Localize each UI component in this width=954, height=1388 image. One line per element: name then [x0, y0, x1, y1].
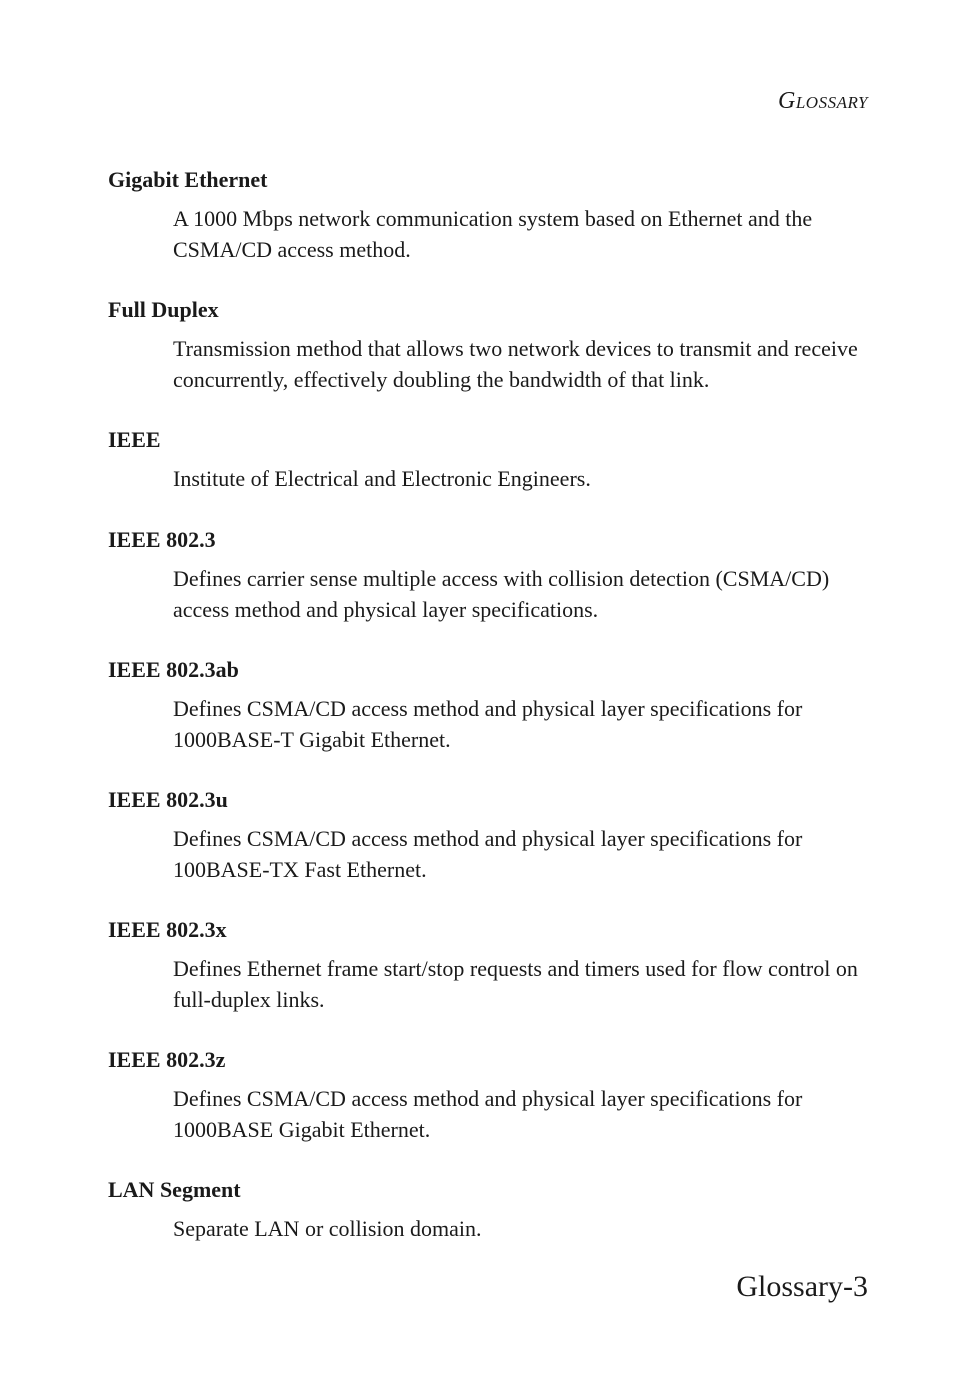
glossary-term: IEEE 802.3u [108, 787, 228, 812]
glossary-entry [108, 915, 868, 1045]
glossary-entries [108, 165, 868, 1275]
glossary-entry [108, 785, 868, 915]
glossary-definition: Defines CSMA/CD access method and physical layer specifications for 1000BASE Gigabit Ethernet. [173, 1086, 803, 1142]
glossary-term: Gigabit Ethernet [108, 167, 268, 192]
glossary-entry [108, 525, 868, 655]
glossary-definition: Transmission method that allows two network devices to transmit and receive concurrently, effectively doubling the bandwidth of that link. [173, 336, 858, 392]
glossary-definition: Institute of Electrical and Electronic Engineers. [173, 466, 591, 491]
glossary-term: IEEE 802.3z [108, 1047, 226, 1072]
glossary-term: LAN Segment [108, 1177, 241, 1202]
glossary-term: IEEE 802.3ab [108, 657, 239, 682]
glossary-definition: Separate LAN or collision domain. [173, 1216, 482, 1241]
glossary-term: IEEE 802.3 [108, 527, 216, 552]
glossary-term: Full Duplex [108, 297, 219, 322]
running-header: Glossary [778, 88, 868, 114]
glossary-definition: Defines Ethernet frame start/stop requests and timers used for flow control on full-duplex links. [173, 956, 858, 1012]
glossary-definition: A 1000 Mbps network communication system based on Ethernet and the CSMA/CD access method. [173, 206, 813, 262]
glossary-definition: Defines CSMA/CD access method and physical layer specifications for 1000BASE-T Gigabit Ethernet. [173, 696, 803, 752]
glossary-entry [108, 425, 868, 525]
glossary-definition: Defines CSMA/CD access method and physical layer specifications for 100BASE-TX Fast Ethernet. [173, 826, 803, 882]
glossary-definition: Defines carrier sense multiple access with collision detection (CSMA/CD) access method and physical layer specifications. [173, 566, 830, 622]
glossary-entry [108, 1045, 868, 1175]
glossary-entry [108, 655, 868, 785]
page-number: Glossary-3 [736, 1270, 868, 1303]
glossary-term: IEEE [108, 427, 161, 452]
glossary-entry [108, 1175, 868, 1275]
glossary-entry [108, 165, 868, 295]
glossary-entry [108, 295, 868, 425]
glossary-term: IEEE 802.3x [108, 917, 227, 942]
